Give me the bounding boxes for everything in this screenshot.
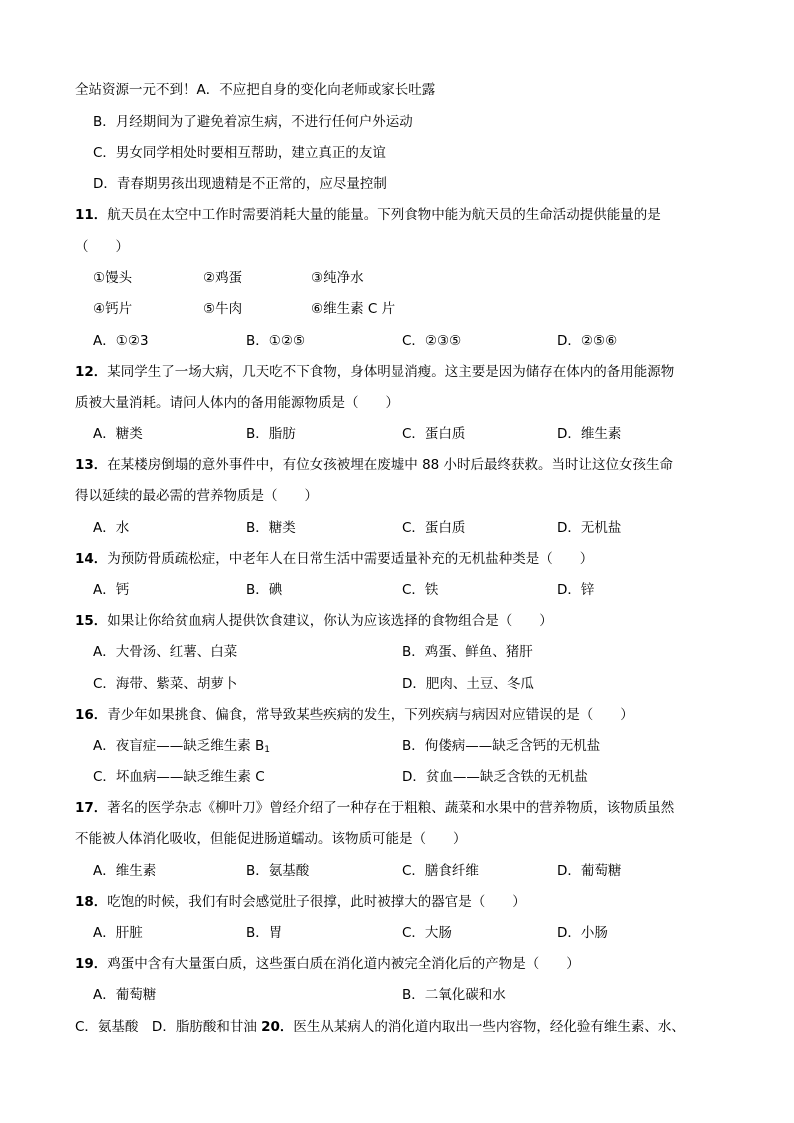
option-a: A．钙	[93, 582, 130, 598]
option-d: D．肥肉、土豆、冬瓜	[402, 676, 534, 692]
food-item: ③纯净水	[311, 270, 364, 286]
option-b: B．糖类	[246, 520, 296, 536]
question-text: 某同学生了一场大病，几天吃不下食物，身体明显消瘦。这主要是因为储存在体内的备用能源物	[107, 364, 675, 380]
option-c: C．大肠	[402, 925, 452, 941]
option-d: D．维生素	[557, 426, 622, 442]
option-d: D．无机盐	[557, 520, 622, 536]
option-a: A．①②3	[93, 333, 149, 349]
option-d: D．锌	[557, 582, 595, 598]
food-item: ①馒头	[93, 270, 133, 286]
option-a: A．葡萄糖	[93, 987, 157, 1003]
option-a: A．糖类	[93, 426, 143, 442]
option-b: B．氨基酸	[246, 863, 310, 879]
question-text: 如果让你给贫血病人提供饮食建议，你认为应该选择的食物组合是（ ）	[107, 613, 553, 629]
option-d: D．葡萄糖	[557, 863, 622, 879]
option-a: A．维生素	[93, 863, 157, 879]
question-number: 16．	[75, 707, 108, 723]
option-a: A．大骨汤、红薯、白菜	[93, 644, 238, 660]
question-text: 在某楼房倒塌的意外事件中，有位女孩被埋在废墟中 88 小时后最终获救。当时让这位女孩生命	[107, 457, 674, 473]
option-a	[93, 736, 270, 760]
question-text: 鸡蛋中含有大量蛋白质，这些蛋白质在消化道内被完全消化后的产物是（ ）	[107, 956, 580, 972]
question-text-cont: 得以延续的最必需的营养物质是（ ）	[75, 488, 318, 504]
subscript: 1	[264, 745, 271, 755]
food-item: ⑤牛肉	[203, 301, 243, 317]
question-15	[75, 611, 553, 631]
option-c: C．蛋白质	[402, 426, 466, 442]
option-b: B．胃	[246, 925, 283, 941]
question-text: 航天员在太空中工作时需要消耗大量的能量。下列食物中能为航天员的生命活动提供能量的是	[107, 207, 661, 223]
option-c: C．膳食纤维	[402, 863, 479, 879]
option-c: C．②③⑤	[402, 333, 462, 349]
question-16	[75, 705, 634, 725]
question-19	[75, 954, 580, 974]
question-number: 14．	[75, 551, 108, 567]
question-number: 17．	[75, 800, 108, 816]
question-13	[75, 455, 673, 475]
option-c: C．铁	[402, 582, 439, 598]
question-text-cont: 不能被人体消化吸收，但能促进肠道蠕动。该物质可能是（ ）	[75, 831, 467, 847]
question-17	[75, 798, 674, 818]
option-d: D．青春期男孩出现遗精是不正常的，应尽量控制	[93, 176, 387, 192]
question-18	[75, 892, 526, 912]
option-a: A．肝脏	[93, 925, 143, 941]
option-d: D．小肠	[557, 925, 608, 941]
option-text: A．夜盲症——缺乏维生素 B	[93, 738, 265, 754]
question-number: 13．	[75, 457, 108, 473]
option-b: B．佝偻病——缺乏含钙的无机盐	[402, 738, 601, 754]
question-text: 医生从某病人的消化道内取出一些内容物，经化验有维生素、水、	[293, 1019, 685, 1035]
question-text-cont: 质被大量消耗。请问人体内的备用能源物质是（ ）	[75, 395, 399, 411]
question-text: 吃饱的时候，我们有时会感觉肚子很撑，此时被撑大的器官是（ ）	[107, 894, 526, 910]
question-text: 青少年如果挑食、偏食，常导致某些疾病的发生，下列疾病与病因对应错误的是（ ）	[107, 707, 634, 723]
option-a: A．水	[93, 520, 130, 536]
option-b: B．月经期间为了避免着凉生病，不进行任何户外运动	[93, 114, 413, 130]
question-14	[75, 549, 593, 569]
question-12	[75, 362, 674, 382]
food-item: ②鸡蛋	[203, 270, 243, 286]
option-d: D．②⑤⑥	[557, 333, 618, 349]
option-d: D．贫血——缺乏含铁的无机盐	[402, 769, 588, 785]
text-line	[75, 1017, 685, 1037]
option-b: B．①②⑤	[246, 333, 306, 349]
option-c: C．男女同学相处时要相互帮助，建立真正的友谊	[93, 145, 386, 161]
text-line: 全站资源一元不到！A．不应把自身的变化向老师或家长吐露	[75, 82, 436, 98]
question-number: 19．	[75, 956, 108, 972]
question-number: 12．	[75, 364, 108, 380]
option-b: B．碘	[246, 582, 283, 598]
answer-paren: （ ）	[75, 239, 129, 255]
option-b: B．二氧化碳和水	[402, 987, 506, 1003]
option-c: C．坏血病——缺乏维生素 C	[93, 769, 265, 785]
option-c: C．海带、紫菜、胡萝卜	[93, 676, 238, 692]
question-number: 18．	[75, 894, 108, 910]
question-number: 15．	[75, 613, 108, 629]
food-item: ⑥维生素 C 片	[311, 301, 396, 317]
option-b: B．鸡蛋、鲜鱼、猪肝	[402, 644, 533, 660]
question-number: 11．	[75, 207, 108, 223]
question-number: 20．	[261, 1019, 294, 1035]
option-c: C．蛋白质	[402, 520, 466, 536]
food-item: ④钙片	[93, 301, 133, 317]
options-inline: C．氨基酸 D．脂肪酸和甘油	[75, 1019, 262, 1035]
question-11	[75, 205, 661, 225]
option-b: B．脂肪	[246, 426, 296, 442]
question-text: 著名的医学杂志《柳叶刀》曾经介绍了一种存在于粗粮、蔬菜和水果中的营养物质，该物质虽然	[107, 800, 675, 816]
question-text: 为预防骨质疏松症，中老年人在日常生活中需要适量补充的无机盐种类是（ ）	[107, 551, 594, 567]
